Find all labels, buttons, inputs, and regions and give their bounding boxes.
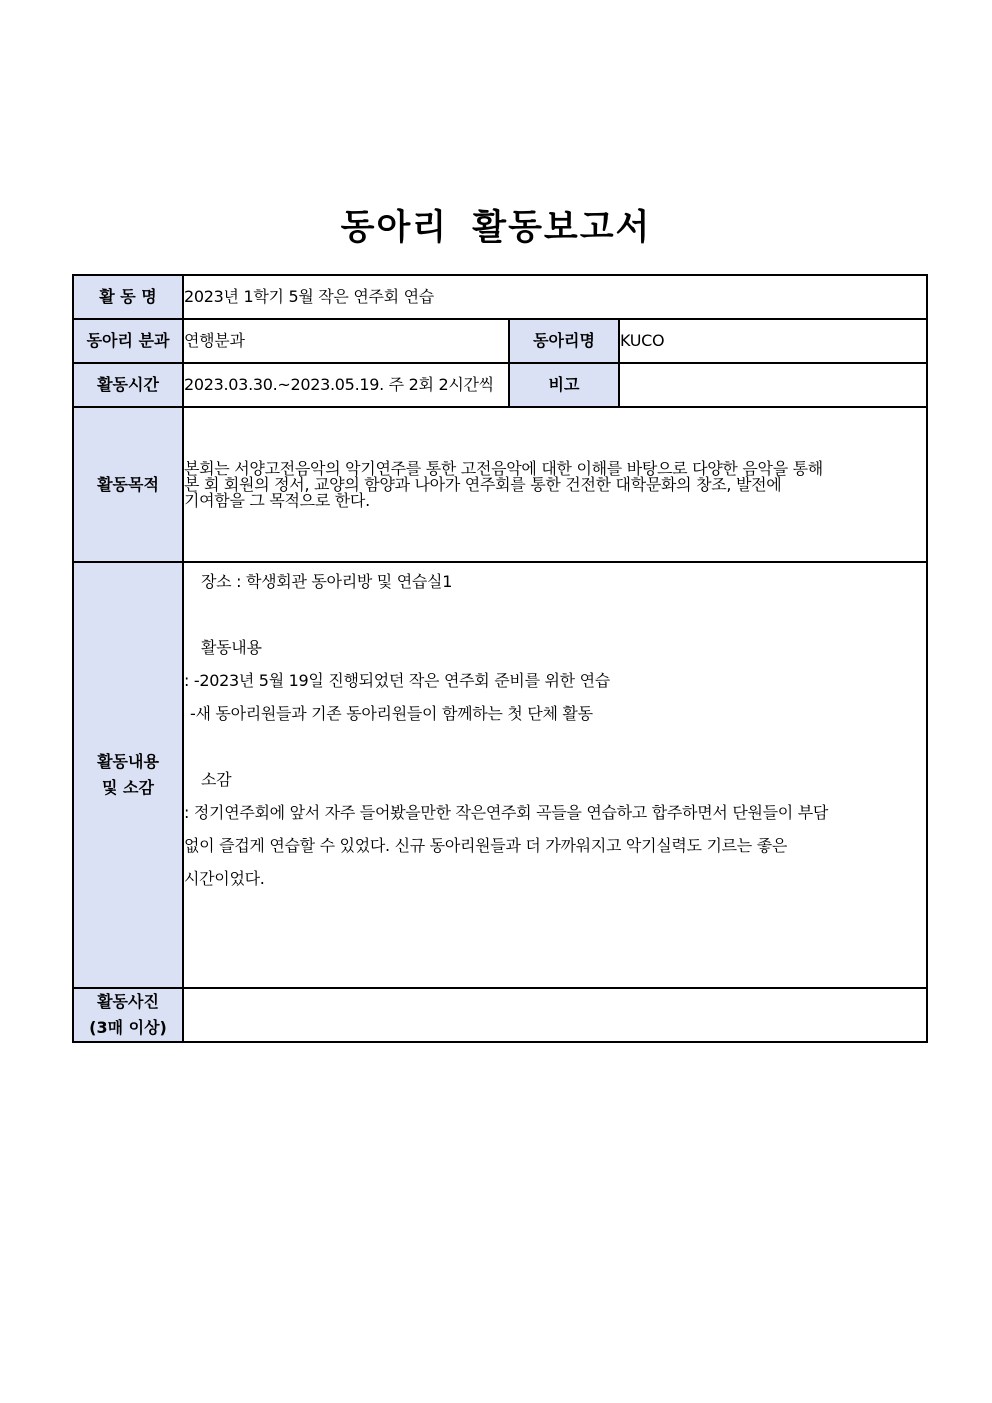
impression-line: 시간이었다. <box>184 869 265 888</box>
row-club <box>73 319 927 363</box>
report-title: 동아리 활동보고서 <box>340 208 652 248</box>
activity-time-value: 2023.03.30.~2023.05.19. 주 2회 2시간씩 <box>183 363 509 407</box>
purpose-line: 본회는 서양고전음악의 악기연주를 통한 고전음악에 대한 이해를 바탕으로 다양한 음악을 통해 <box>184 458 823 478</box>
club-name-label: 동아리명 <box>509 319 619 363</box>
activity-report-table <box>72 274 928 1043</box>
activity-time-label: 활동시간 <box>73 363 183 407</box>
activity-name-label: 활 동 명 <box>73 275 183 319</box>
purpose-value <box>183 407 927 562</box>
content-label-line1: 활동내용 <box>97 752 159 771</box>
place-text: 장소 : 학생회관 동아리방 및 연습실1 <box>201 572 453 591</box>
photos-label-line2: (3매 이상) <box>89 1018 167 1037</box>
row-activity-name <box>73 275 927 319</box>
club-name-value: KUCO <box>619 319 927 363</box>
content-heading: 활동내용 <box>201 638 262 657</box>
club-division-label: 동아리 분과 <box>73 319 183 363</box>
purpose-line: 기여함을 그 목적으로 한다. <box>184 490 370 510</box>
photos-value <box>183 988 927 1042</box>
content-value <box>183 562 927 988</box>
content-line: : -2023년 5월 19일 진행되었던 작은 연주회 준비를 위한 연습 <box>184 671 610 690</box>
content-line: -새 동아리원들과 기존 동아리원들이 함께하는 첫 단체 활동 <box>190 704 593 723</box>
purpose-line: 본 회 회원의 정서, 교양의 함양과 나아가 연주회를 통한 건전한 대학문화의 창조, 발전에 <box>184 474 782 494</box>
club-division-value: 연행분과 <box>183 319 509 363</box>
blank-line <box>184 598 926 631</box>
photos-label <box>73 988 183 1042</box>
remarks-label: 비고 <box>509 363 619 407</box>
impression-line: 없이 즐겁게 연습할 수 있었다. 신규 동아리원들과 더 가까워지고 악기실력도 기르는 좋은 <box>184 836 788 855</box>
activity-name-value: 2023년 1학기 5월 작은 연주회 연습 <box>183 275 927 319</box>
content-label-line2: 및 소감 <box>102 778 154 797</box>
row-photos <box>73 988 927 1042</box>
content-label <box>73 562 183 988</box>
row-content <box>73 562 927 988</box>
row-purpose <box>73 407 927 562</box>
impression-line: : 정기연주회에 앞서 자주 들어봤을만한 작은연주회 곡들을 연습하고 합주하면서 단원들이 부담 <box>184 803 829 822</box>
blank-line <box>184 730 926 763</box>
remarks-value <box>619 363 927 407</box>
row-activity-time <box>73 363 927 407</box>
impression-heading: 소감 <box>201 770 232 789</box>
photos-label-line1: 활동사진 <box>97 992 159 1011</box>
purpose-label: 활동목적 <box>73 407 183 562</box>
